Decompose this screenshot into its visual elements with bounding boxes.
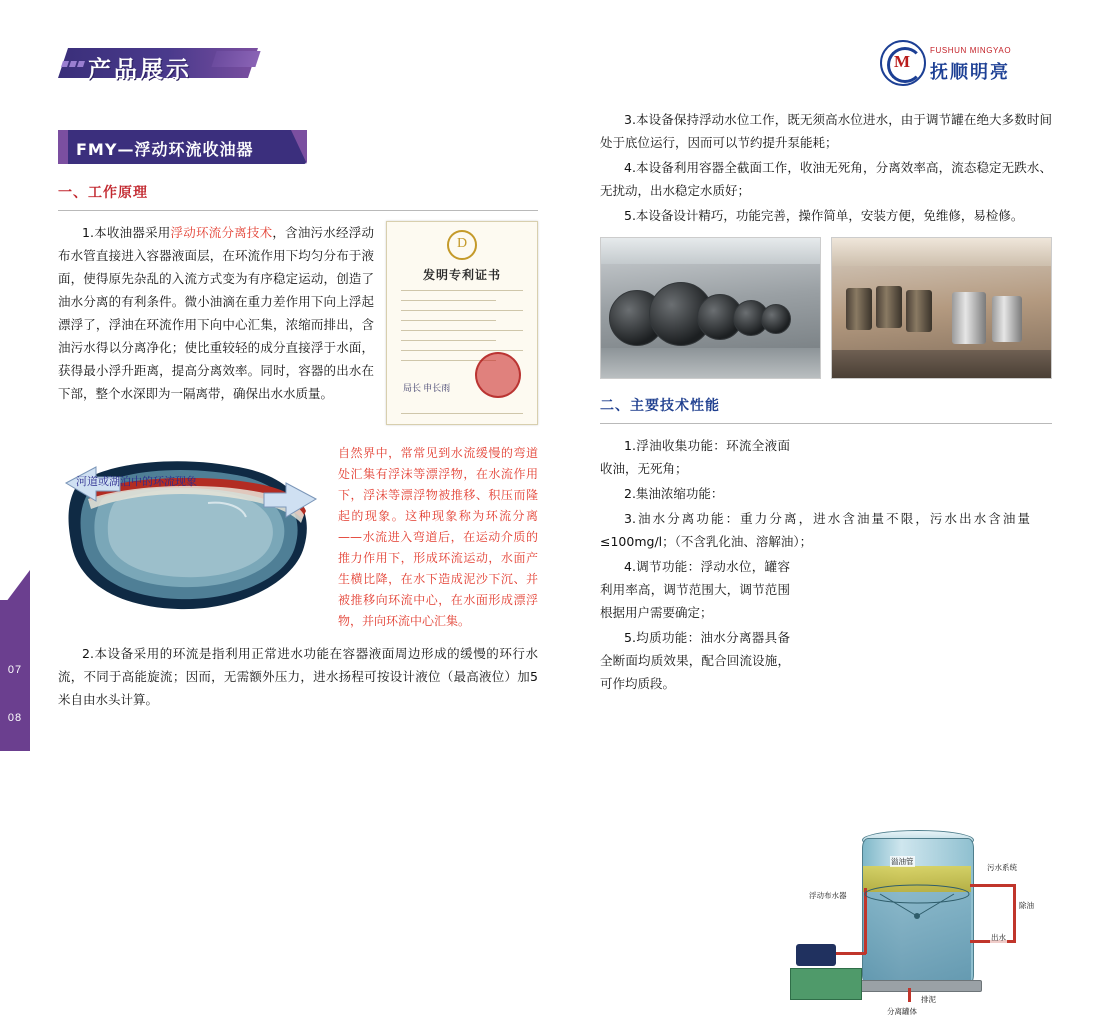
label-water-out: 出水 (991, 933, 1006, 942)
patent-certificate-image (386, 221, 538, 425)
company-logo (880, 38, 1050, 86)
right-item-5: 5.本设备设计精巧，功能完善，操作简单，安装方便，免维修，易检修。 (624, 208, 1024, 223)
certificate-title: 发明专利证书 (422, 268, 501, 282)
logo-english-name: FUSHUN MINGYAO (930, 46, 1012, 55)
right-item-4: 4.本设备利用容器全截面工作，收油无死角，分离效率高，流态稳定无跌水、无扰动，出水稳定水质好； (600, 160, 1052, 198)
page-number-right: 08 (7, 712, 23, 724)
tech-item-1: 1.浮油收集功能：环流全液面收油，无死角； (600, 438, 790, 476)
tank-water-layer (863, 892, 971, 982)
certificate-seal-icon (475, 352, 521, 398)
paragraph-1-pre: 1.本收油器采用 (82, 225, 171, 240)
logo-chinese-name: 抚顺明亮 (930, 62, 1010, 83)
product-title: FMY—浮动环流收油器 (76, 140, 254, 159)
label-separator-tank: 分离罐体 (887, 1007, 917, 1016)
logo-mark-icon (880, 40, 926, 86)
right-item-3: 3.本设备保持浮动水位工作，既无须高水位进水，由于调节罐在绝大多数时间处于底位运行，因而可以节约提升泵能耗； (600, 112, 1052, 150)
section-1-heading: 一、工作原理 (58, 185, 148, 201)
illustration-description: 自然界中，常常见到水流缓慢的弯道处汇集有浮沫等漂浮物，在水流作用下，浮沫等漂浮物被推移、积压而隆起的现象。这种现象称为环流分离——水流进入弯道后，在运动介质的推力作用下，形成环流运动，水面产生横比降，在水下造成泥沙下沉、并被推移向环流中心，在水面形成漂浮物，并向环流中心汇集。 (338, 446, 538, 628)
illustration-label: 河道或湖泊中的环流现象 (76, 475, 197, 488)
page-number-strip (0, 0, 30, 751)
tech-item-4: 4.调节功能：浮动水位，罐容利用率高，调节范围大，调节范围根据用户需要确定； (600, 559, 790, 620)
pipe-stack-photo (600, 237, 821, 379)
pipe-oil-out (970, 884, 1016, 887)
right-column (600, 108, 1052, 1016)
certificate-signature: 局长 申长雨 (403, 383, 451, 393)
left-column (58, 130, 538, 713)
pump-unit (796, 944, 836, 966)
divider-2 (600, 423, 1052, 424)
tech-item-3: 3.油水分离功能：重力分离，进水含油量不限，污水出水含油量≤100mg/l；（不含乳化油、溶解油）； (600, 511, 1030, 549)
pipe-pump-to-tank (836, 952, 866, 955)
banner-title: 产品展示 (88, 57, 192, 83)
pipe-riser (864, 888, 867, 954)
tank-oil-layer (863, 866, 971, 892)
divider (58, 210, 538, 211)
page-number-left: 07 (7, 664, 23, 676)
label-overflow-pipe: 溢油管 (891, 857, 914, 866)
label-sewage-system: 污水系统 (987, 863, 1017, 872)
paragraph-1-highlight: 浮动环流分离技术 (170, 225, 273, 240)
tech-item-5: 5.均质功能：油水分离器具备全断面均质效果，配合回流设施，可作均质段。 (600, 630, 790, 691)
section-2-heading: 二、主要技术性能 (600, 398, 720, 414)
tech-item-2: 2.集油浓缩功能： (624, 486, 724, 501)
label-oil-removal: 除油 (1019, 901, 1034, 910)
pipe-oil-down (1013, 884, 1016, 942)
banner-tail-icon (211, 51, 260, 67)
pipe-sludge (908, 988, 911, 1002)
flow-illustration-svg (58, 443, 324, 618)
product-title-bar (58, 130, 306, 164)
river-flow-illustration (58, 443, 324, 618)
paragraph-2: 2.本设备采用的环流是指利用正常进水功能在容器液面周边形成的缓慢的环行水流，不同于高能旋流；因而，无需额外压力，进水扬程可按设计液位（最高液位）加5米自由水头计算。 (58, 646, 538, 707)
label-distributor: 浮动布水器 (809, 891, 847, 900)
banner-dots-icon (62, 52, 86, 71)
paragraph-1-post: ，含油污水经浮动布水管直接进入容器液面层，在环流作用下均匀分布于液面，使得原先杂乱的入流方式变为有序稳定运动，创造了油水分离的有利条件。微小油滴在重力差作用下向上浮起漂浮了，浮油在环流作用下向中心汇集，浓缩而排出，含油污水得以分离净化；使比重较轻的成分直接浮于水面，获得最小浮升距离，提高分离效率。同时，容器的出水在下部，整个水深即为一隔离带，确保出水水质量。 (58, 225, 374, 401)
logo-letter: M (894, 52, 911, 71)
label-sludge-out: 排泥 (921, 995, 936, 1004)
tank-base (854, 980, 982, 992)
collection-basin (790, 968, 862, 1000)
photo-row (600, 237, 1052, 379)
tank-diagram (790, 828, 1052, 1023)
certificate-emblem-icon: D (447, 230, 477, 260)
equipment-photo (831, 237, 1052, 379)
